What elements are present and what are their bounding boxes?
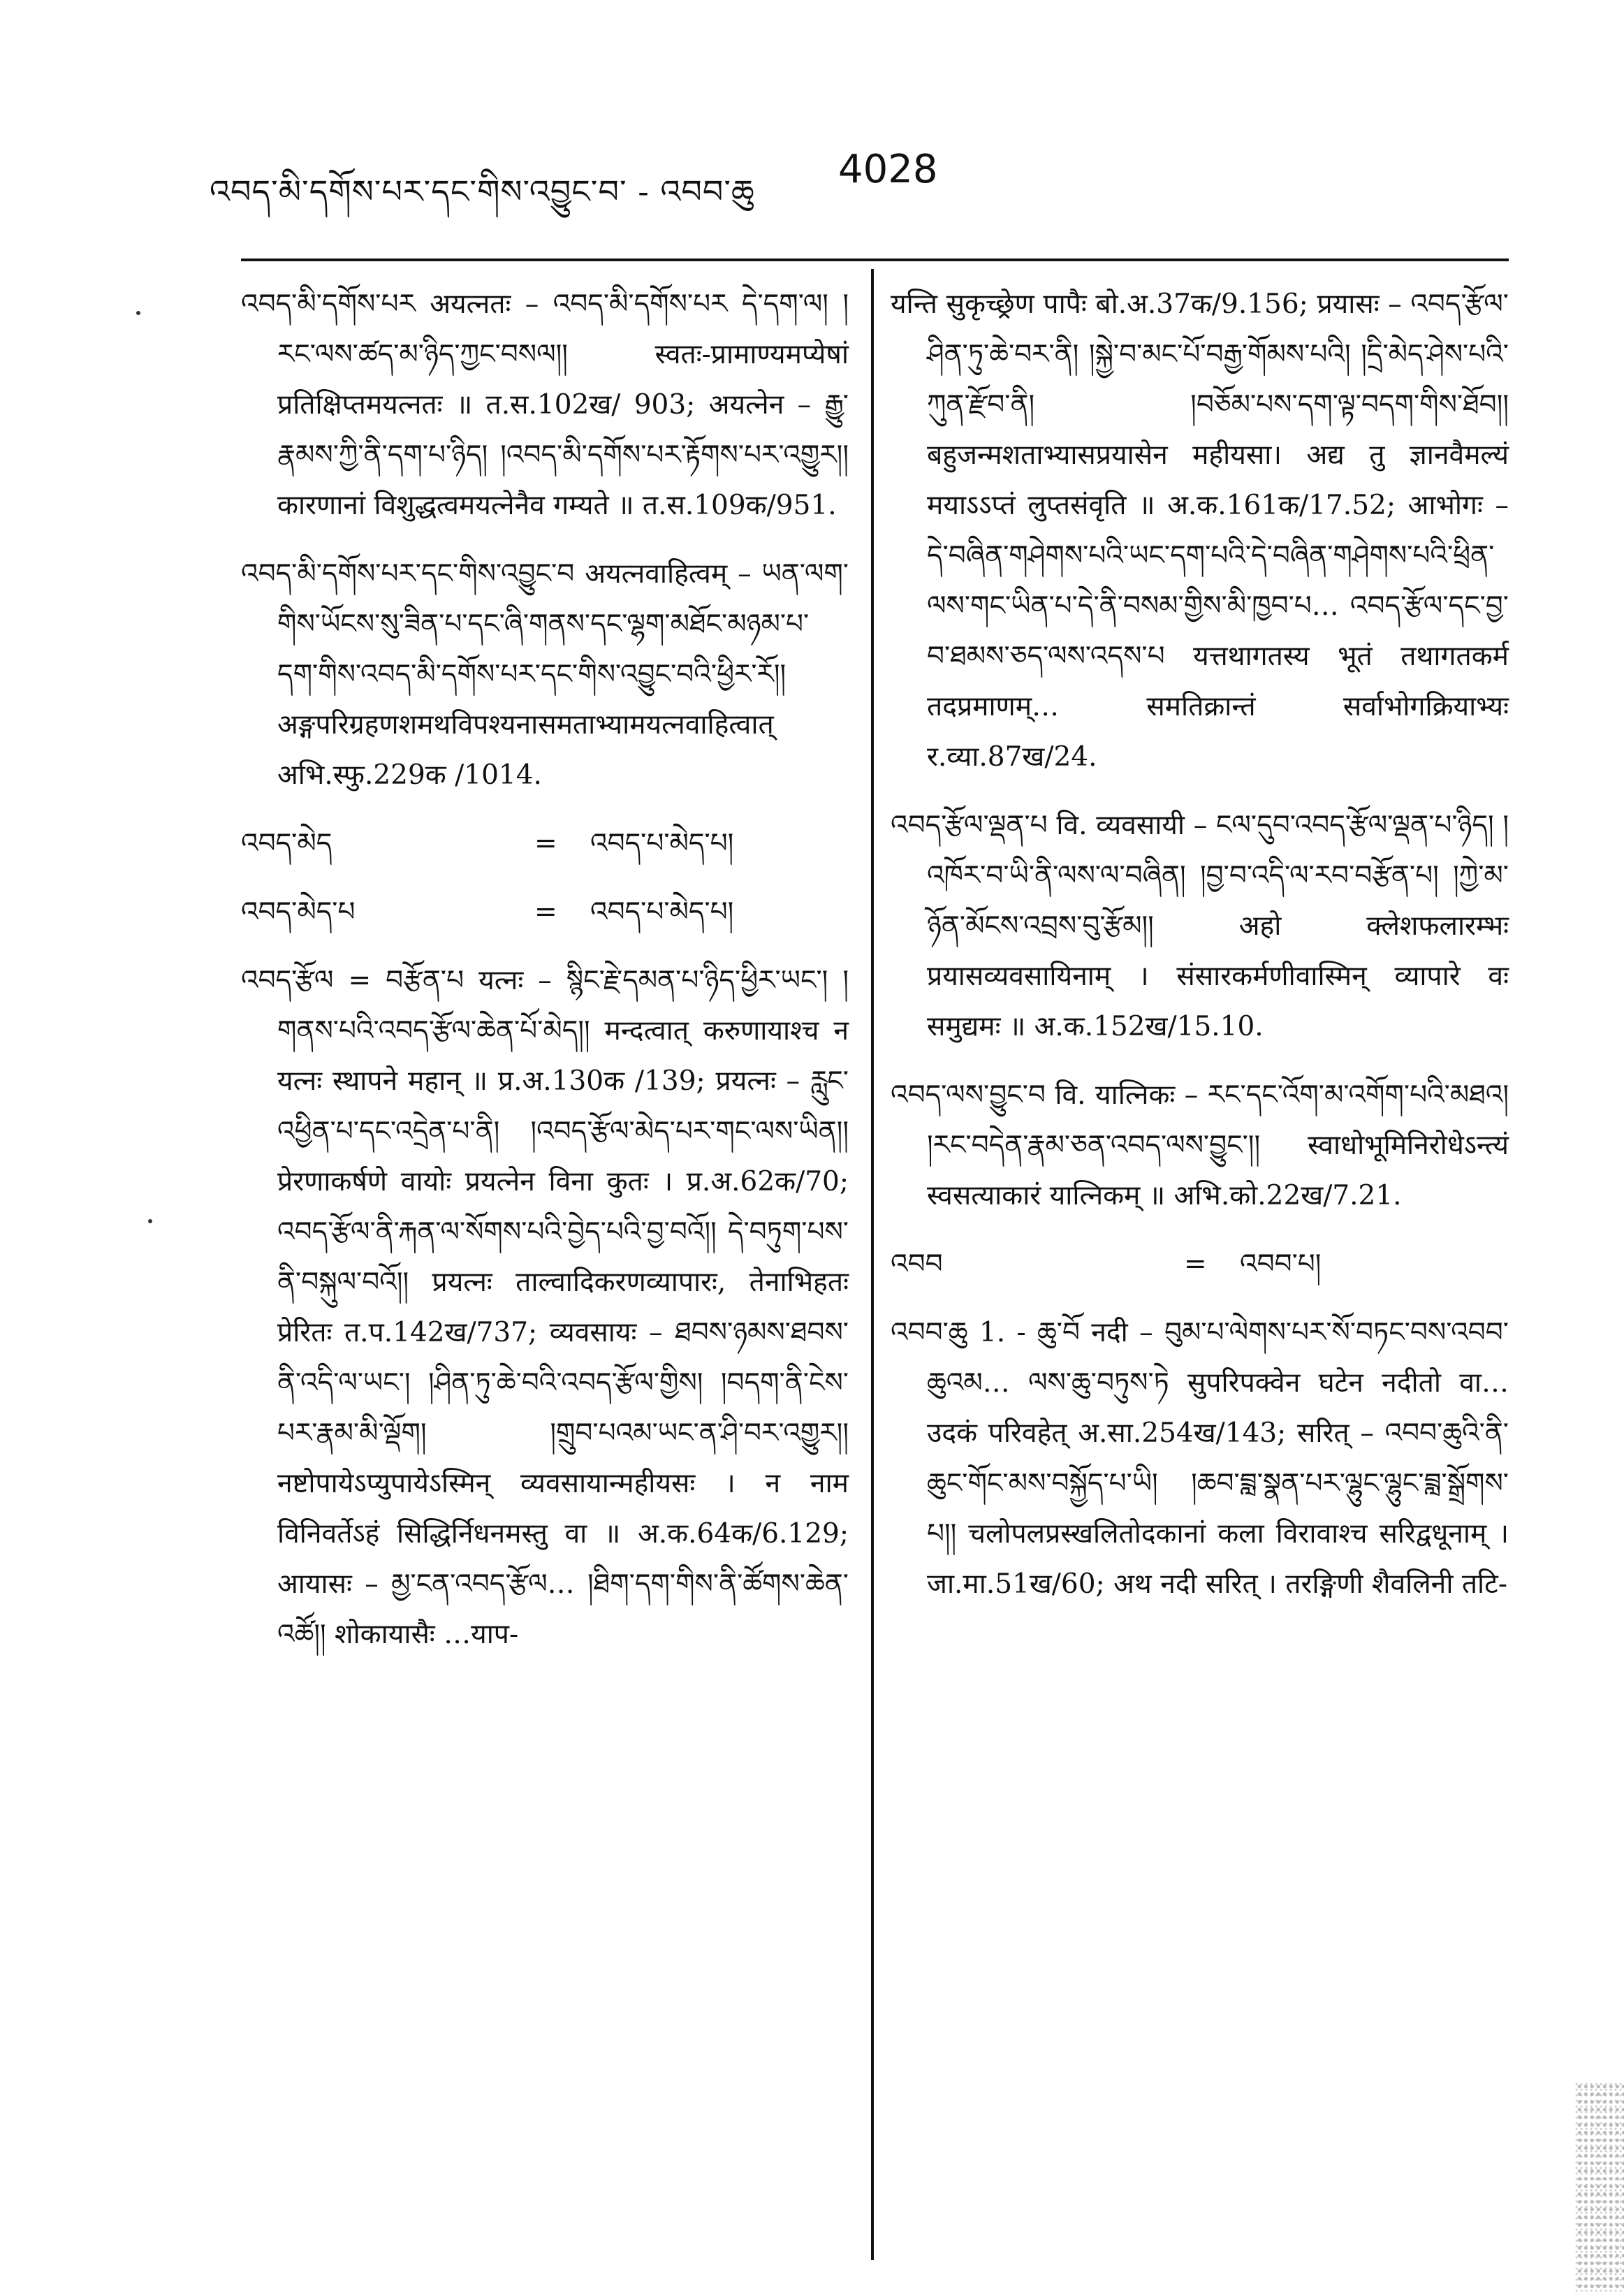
- headword: འབད་མེད་པ: [241, 896, 356, 928]
- dictionary-entry: འབད་མི་དགོས་པར अयत्नतः – འབད་མི་དགོས་པར དེ་དག་ལ། །རང་ལས་ཚད་མ་ཉིད་ཀྱང་བསལ།། स्वतः-प्रामाण्यमप्येषां प्रतिक्षिप्तमयत्नतः ॥ त.स.102ख/ 903; अयत्नेन – རྒྱུ་རྣམས་ཀྱི་ནི་དག་པ་ཉིད། །འབད་མི་དགོས་པར་རྟོགས་པར་འགྱུར།། कारणानां विशुद्धत्वमयत्नेनैव गम्यते ॥ त.स.109क/951.: [241, 289, 849, 521]
- cross-reference-entry: [241, 819, 849, 869]
- equals-sign: =: [1184, 1248, 1207, 1280]
- scan-edge-noise: [1575, 2082, 1624, 2292]
- dictionary-entry: འབད་རྩོལ་ལྡན་པ वि. व्यवसायी – ངལ་དུབ་འབད་རྩོལ་ལྡན་པ་ཉིད། །འཁོར་བ་ཡི་ནི་ལས་ལ་བཞིན། །བྱ་བ་འདི་ལ་རབ་བརྩོན་པ། །ཀྱེ་མ་ཉོན་མོངས་འབྲས་བུ་རྩོམ།། अहो क्लेशफलारम्भः प्रयासव्यवसायिनाम् । संसारकर्मणीवास्मिन् व्यापारे वः समुद्यमः ॥ अ.क.152ख/15.10.: [891, 810, 1509, 1042]
- left-column: [241, 279, 849, 1678]
- page-header: [210, 147, 1439, 210]
- dictionary-entry: འབབ་ཆུ 1. - ཆུ་བོ नदी – བུམ་པ་ལེགས་པར་སོ་བཏང་བས་འབབ་ཆུའམ… ལས་ཆུ་བཏུས་ཏེ सुपरिपक्वेन घटेन नदीतो वा…उदकं परिवहेत् अ.सा.254ख/143; सरित् – འབབ་ཆུའི་ནི་ཆུང་གོང་མས་བསྐྱོད་པ་ཡི། །ཆབ་བྲླ་སྣན་པར་ལྷུང་ལྷུང་བྲླ་སྒྲོགས་པ།། चलोपलप्रस्खलितोदकानां कला विरावाश्च सरिद्वधूनाम् । जा.मा.51ख/60; अथ नदी सरित् । तरङ्गिणी शैवलिनी तटि-: [891, 1317, 1509, 1600]
- page-number: 4028: [838, 147, 938, 192]
- header-rule: [241, 258, 1509, 261]
- dictionary-entry: འབད་མི་དགོས་པར་དང་གིས་འབྱུང་བ अयत्नवाहित्वम् – ཡན་ལག་གིས་ཡོངས་སུ་ཟིན་པ་དང་ཞི་གནས་དང་ལྷག་མཐོང་མཉམ་པ་དག་གིས་འབད་མི་དགོས་པར་དང་གིས་འབྱུང་བའི་ཕྱིར་རོ།། अङ्गपरिग्रहणशमथविपश्यनासमताभ्यामयत्नवाहित्वात् अभि.स्फु.229क /1014.: [241, 558, 849, 791]
- right-column: [891, 279, 1509, 1628]
- headword: འབད་མེད: [241, 828, 332, 859]
- reference-target: འབད་པ་མེད་པ།: [590, 896, 734, 928]
- scan-speck: [148, 1219, 152, 1223]
- cross-reference-entry: [891, 1239, 1509, 1290]
- dictionary-entry: འབད་རྩོལ = བརྩོན་པ यत्नः – སྙིང་རྗེ་དམན་པ་ཉིད་ཕྱིར་ཡང་། །གནས་པའི་འབད་རྩོལ་ཆེན་པོ་མེད།། मन्दत्वात् करुणायाश्च न यत्नः स्थापने महान् ॥ प्र.अ.130क /139; प्रयत्नः – རླུང་འཕྱིན་པ་དང་འདྲེན་པ་ནི། །འབད་རྩོལ་མེད་པར་གང་ལས་ཡིན།། प्रेरणाकर्षणे वायोः प्रयत्नेन विना कुतः । प्र.अ.62क/70; འབད་རྩོལ་ནི་རྐན་ལ་སོགས་པའི་བྱེད་པའི་བྱ་བའོ།། དེ་བཏུག་པས་ནི་བསྐུལ་བའོ།། प्रयत्नः ताल्वादिकरणव्यापारः, तेनाभिहतः प्रेरितः त.प.142ख/737; व्यवसायः – ཐབས་ཉམས་ཐབས་ནི་འདི་ལ་ཡང་། །ཤིན་ཏུ་ཆེ་བའི་འབད་རྩོལ་གྱིས། །བདག་ནི་ངེས་པར་རྣམ་མི་ལྡོག། །གྲུབ་པའམ་ཡང་ན་ཤི་བར་འགྱུར།། नष्टोपायेऽप्युपायेऽस्मिन् व्यवसायान्महीयसः । न नाम विनिवर्तेऽहं सिद्धिर्निधनमस्तु वा ॥ अ.क.64क/6.129; आयासः – མྱ་ངན་འབད་རྩོལ… །ཐིག་དག་གིས་ནི་ཚོགས་ཆེན་འཚོ།། शोकायासैः …याप-: [241, 965, 849, 1650]
- column-divider: [871, 269, 874, 2260]
- equals-sign: =: [534, 896, 557, 928]
- cross-reference-entry: [241, 887, 849, 938]
- equals-sign: =: [534, 828, 557, 859]
- dictionary-entry: यन्ति सुकृच्छ्रेण पापैः बो.अ.37क/9.156; प्रयासः – འབད་རྩོལ་ཤིན་ཏུ་ཆེ་བར་ནི། །སྐྱེ་བ་མང་པོ་བརྒྱ་གོམས་པའི། །དྲི་མེད་ཤེས་པའི་ཀུན་རྫོབ་ནི། །བཅོམ་པས་དག་ལྟ་བདག་གིས་ཐོབ།། बहुजन्मशताभ्यासप्रयासेन महीयसा। अद्य तु ज्ञानवैमल्यं मयाऽऽप्तं लुप्तसंवृति ॥ अ.क.161क/17.52; आभोगः – དེ་བཞིན་གཤེགས་པའི་ཡང་དག་པའི་དེ་བཞིན་གཤེགས་པའི་ཕྲིན་ལས་གང་ཡིན་པ་དེ་ནི་བསམ་གྱིས་མི་ཁྱབ་པ… འབད་རྩོལ་དང་བྱ་བ་ཐམས་ཅད་ལས་འདས་པ यत्तथागतस्य भूतं तथागतकर्म तदप्रमाणम्… समतिक्रान्तं सर्वाभोगक्रियाभ्यः र.व्या.87ख/24.: [891, 289, 1509, 773]
- reference-target: འབད་པ་མེད་པ།: [590, 828, 734, 859]
- scan-speck: [136, 311, 140, 315]
- headword: འབབ: [891, 1248, 943, 1280]
- dictionary-entry: འབད་ལས་བྱུང་བ वि. यात्निकः – རང་དང་འོག་མ་འགོག་པའི་མཐའ། །རང་བདེན་རྣམ་ཅན་འབད་ལས་བྱུང་།། स्वाधोभूमिनिरोधेऽन्त्यं स्वसत्याकारं यात्निकम् ॥ अभि.को.22ख/7.21.: [891, 1079, 1509, 1211]
- running-head: འབད་མི་དགོས་པར་དང་གིས་འབྱུང་བ་ - འབབ་ཆུ: [210, 173, 755, 210]
- reference-target: འབབ་པ།: [1240, 1248, 1322, 1280]
